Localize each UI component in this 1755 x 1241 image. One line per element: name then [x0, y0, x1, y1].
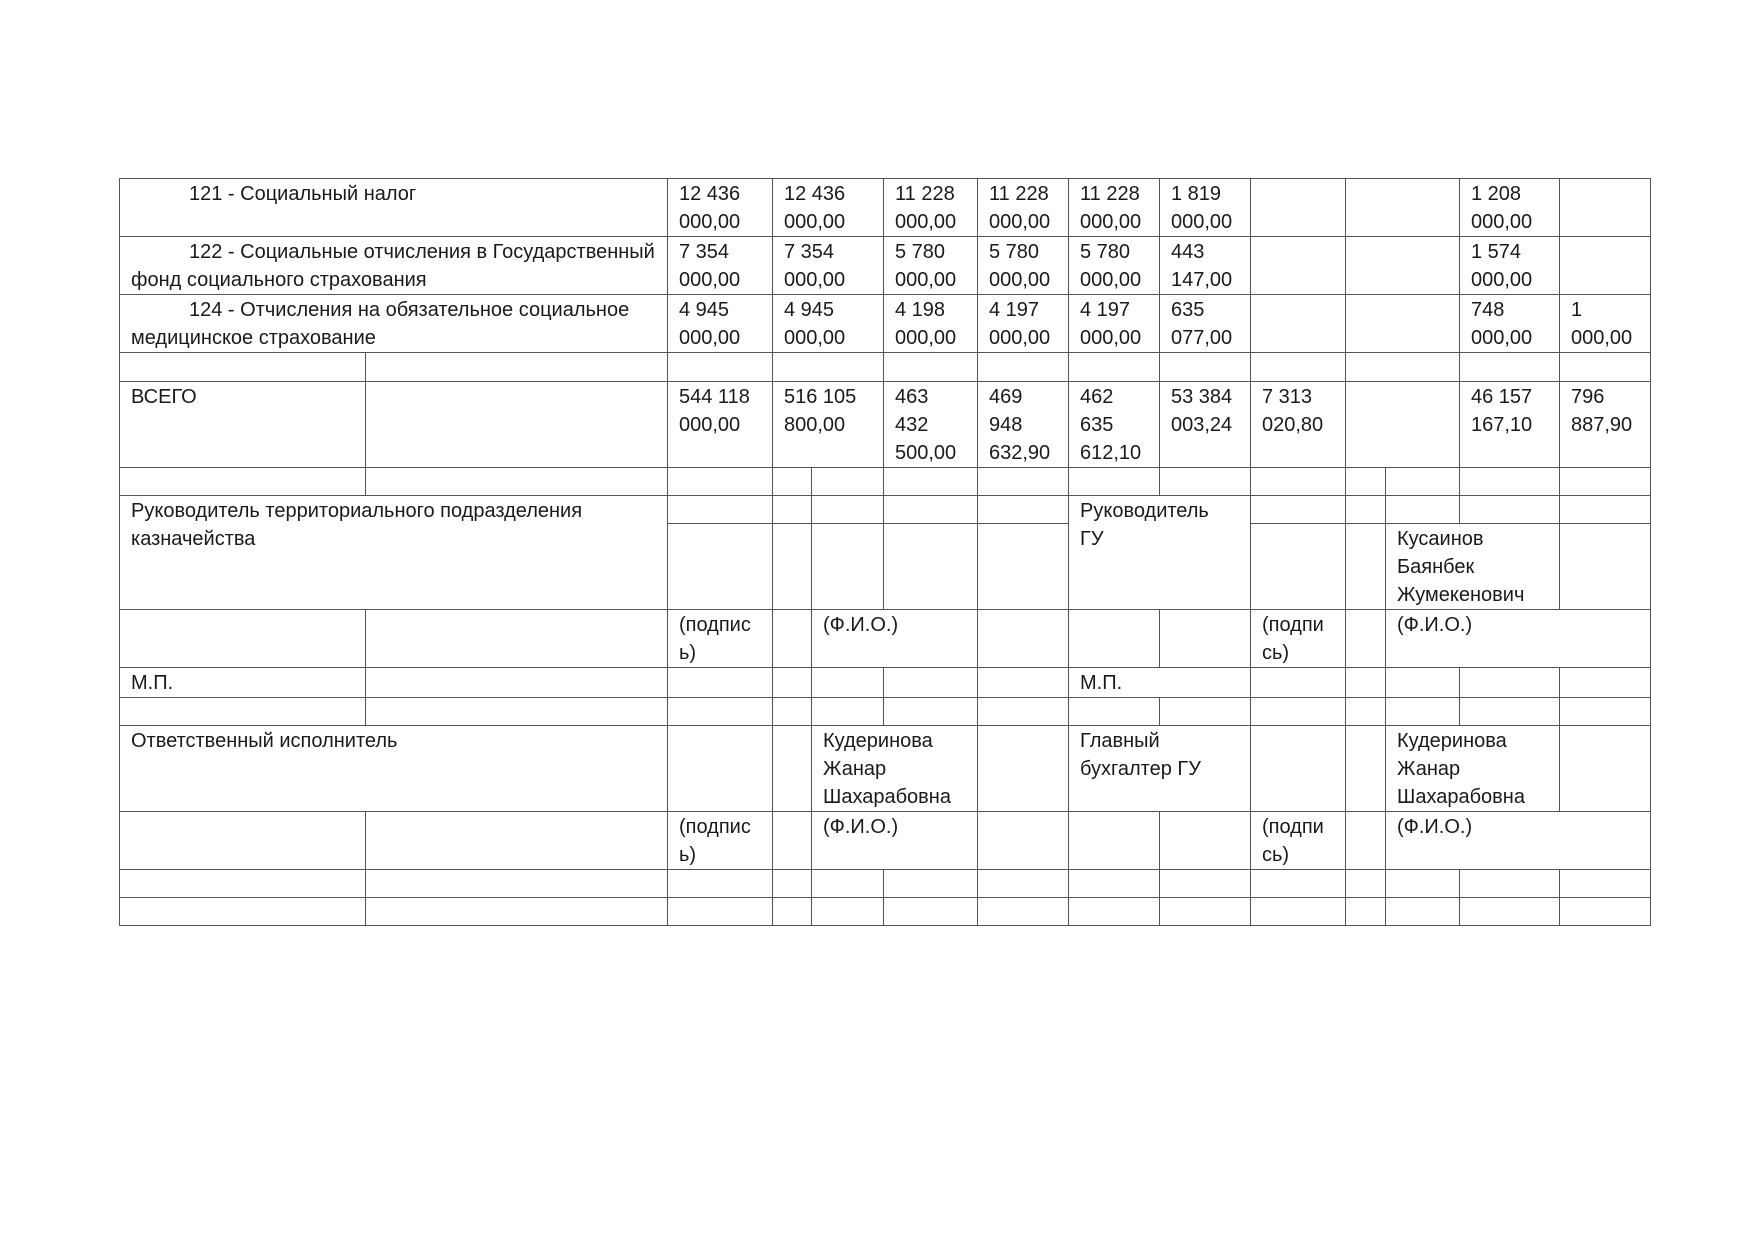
- amount-cell: 544 118 000,00: [668, 382, 773, 468]
- budget-table: [119, 178, 1651, 926]
- stamp-label: М.П.: [120, 668, 366, 698]
- fio-caption: (Ф.И.О.): [1386, 812, 1651, 870]
- amount-cell: 53 384 003,24: [1160, 382, 1251, 468]
- executor-label: Ответственный исполнитель: [120, 726, 668, 812]
- fio-caption: (Ф.И.О.): [812, 812, 978, 870]
- amount-cell: [1560, 237, 1651, 295]
- row-label: 121 - Социальный налог: [120, 179, 668, 237]
- chief-accountant-label: Главный бухгалтер ГУ: [1069, 726, 1251, 812]
- stamp-row: [120, 668, 1651, 698]
- amount-cell: 5 780 000,00: [1069, 237, 1160, 295]
- signature-caption: (подпи сь): [1251, 812, 1346, 870]
- table-row: [120, 295, 1651, 353]
- amount-cell: 46 157 167,10: [1460, 382, 1560, 468]
- caption-row: [120, 610, 1651, 668]
- executor-row: [120, 726, 1651, 812]
- table-row: [120, 179, 1651, 237]
- chief-accountant-name: Кудеринова Жанар Шахарабовна: [1386, 726, 1560, 812]
- amount-cell: [1346, 179, 1460, 237]
- empty-row: [120, 698, 1651, 726]
- signature-caption: (подпис ь): [668, 610, 773, 668]
- amount-cell: 4 945 000,00: [773, 295, 884, 353]
- total-row: [120, 382, 1651, 468]
- signature-caption: (подпис ь): [668, 812, 773, 870]
- empty-row: [120, 898, 1651, 926]
- amount-cell: 11 228 000,00: [1069, 179, 1160, 237]
- amount-cell: 516 105 800,00: [773, 382, 884, 468]
- table-row: [120, 237, 1651, 295]
- empty-row: [120, 468, 1651, 496]
- amount-cell: [1346, 295, 1460, 353]
- signature-row: [120, 496, 1651, 524]
- amount-cell: 7 313 020,80: [1251, 382, 1346, 468]
- stamp-label: М.П.: [1069, 668, 1251, 698]
- row-label: 124 - Отчисления на обязательное социальное медицинское страхование: [120, 295, 668, 353]
- treasury-head-label: Руководитель территориального подразделения казначейства: [120, 496, 668, 610]
- amount-cell: 635 077,00: [1160, 295, 1251, 353]
- amount-cell: 11 228 000,00: [884, 179, 978, 237]
- empty-row: [120, 870, 1651, 898]
- amount-cell: [1560, 179, 1651, 237]
- amount-cell: 7 354 000,00: [773, 237, 884, 295]
- amount-cell: [1251, 295, 1346, 353]
- amount-cell: 1 819 000,00: [1160, 179, 1251, 237]
- amount-cell: [1346, 382, 1460, 468]
- amount-cell: [1251, 179, 1346, 237]
- amount-cell: 1 000,00: [1560, 295, 1651, 353]
- caption-row: [120, 812, 1651, 870]
- amount-cell: 4 197 000,00: [978, 295, 1069, 353]
- amount-cell: 12 436 000,00: [773, 179, 884, 237]
- amount-cell: [1251, 237, 1346, 295]
- fio-caption: (Ф.И.О.): [812, 610, 978, 668]
- amount-cell: 4 197 000,00: [1069, 295, 1160, 353]
- amount-cell: 7 354 000,00: [668, 237, 773, 295]
- empty-row: [120, 353, 1651, 382]
- amount-cell: 5 780 000,00: [884, 237, 978, 295]
- amount-cell: 1 208 000,00: [1460, 179, 1560, 237]
- amount-cell: 12 436 000,00: [668, 179, 773, 237]
- total-label: ВСЕГО: [120, 382, 366, 468]
- amount-cell: 748 000,00: [1460, 295, 1560, 353]
- gu-head-label: Руководитель ГУ: [1069, 496, 1251, 610]
- amount-cell: 443 147,00: [1160, 237, 1251, 295]
- signature-caption: (подпи сь): [1251, 610, 1346, 668]
- amount-cell: 4 945 000,00: [668, 295, 773, 353]
- amount-cell: 462 635 612,10: [1069, 382, 1160, 468]
- amount-cell: 463 432 500,00: [884, 382, 978, 468]
- gu-head-name: Кусаинов Баянбек Жумекенович: [1386, 524, 1560, 610]
- amount-cell: 4 198 000,00: [884, 295, 978, 353]
- amount-cell: [1346, 237, 1460, 295]
- amount-cell: 5 780 000,00: [978, 237, 1069, 295]
- fio-caption: (Ф.И.О.): [1386, 610, 1651, 668]
- executor-name: Кудеринова Жанар Шахарабовна: [812, 726, 978, 812]
- amount-cell: 11 228 000,00: [978, 179, 1069, 237]
- amount-cell: 796 887,90: [1560, 382, 1651, 468]
- amount-cell: 1 574 000,00: [1460, 237, 1560, 295]
- row-label: 122 - Социальные отчисления в Государственный фонд социального страхования: [120, 237, 668, 295]
- amount-cell: 469 948 632,90: [978, 382, 1069, 468]
